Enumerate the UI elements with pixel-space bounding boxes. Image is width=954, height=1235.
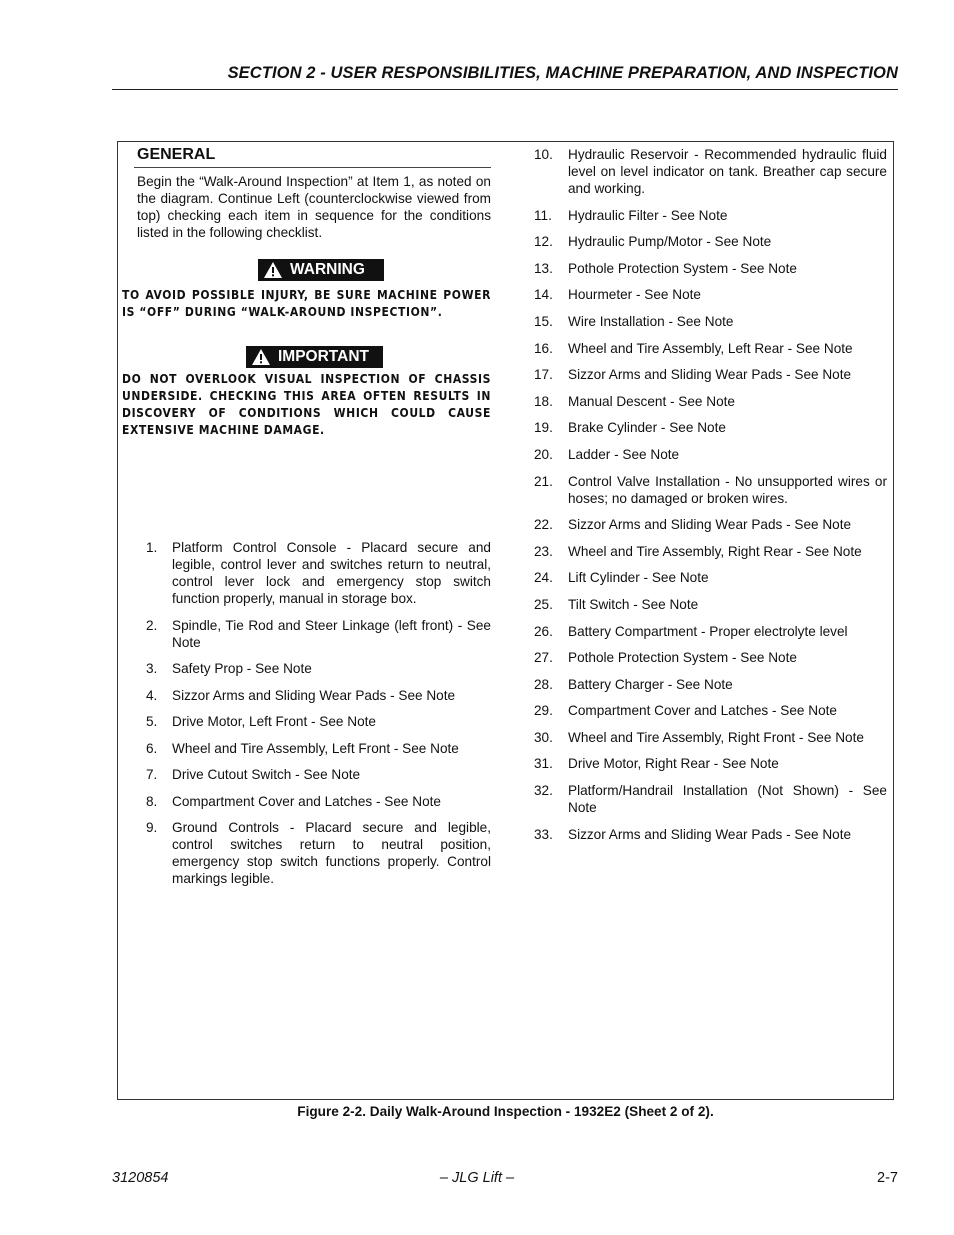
checklist-item bbox=[534, 473, 887, 507]
checklist-item bbox=[534, 676, 887, 693]
checklist-item-text: Safety Prop - See Note bbox=[172, 661, 312, 676]
checklist-item bbox=[534, 446, 887, 463]
checklist-item bbox=[146, 713, 491, 730]
checklist-item bbox=[534, 393, 887, 410]
important-badge bbox=[246, 346, 383, 368]
checklist-item-text: Sizzor Arms and Sliding Wear Pads - See Note bbox=[568, 826, 852, 842]
checklist-item-number: 4. bbox=[146, 687, 158, 703]
checklist-item bbox=[534, 516, 887, 533]
checklist-item-number: 7. bbox=[146, 767, 158, 782]
warning-label: WARNING bbox=[290, 261, 365, 278]
checklist-item bbox=[146, 740, 491, 757]
checklist-item bbox=[534, 207, 887, 224]
checklist-item-number: 21. bbox=[534, 473, 553, 489]
checklist-item-text: Sizzor Arms and Sliding Wear Pads - See Note bbox=[568, 517, 852, 533]
checklist-item bbox=[146, 793, 491, 810]
footer-doc-number: 3120854 bbox=[112, 1170, 169, 1186]
checklist-item bbox=[146, 766, 491, 783]
warning-text: TO AVOID POSSIBLE INJURY, BE SURE MACHINE POWER IS “OFF” DURING “WALK-AROUND INSPECTION”. bbox=[122, 288, 491, 319]
checklist-item bbox=[146, 819, 491, 887]
warning-badge bbox=[258, 259, 384, 281]
checklist-item-text: Wheel and Tire Assembly, Right Rear - See Note bbox=[568, 543, 862, 559]
footer-publisher: – JLG Lift – bbox=[439, 1170, 515, 1186]
checklist-item bbox=[534, 729, 887, 746]
checklist-item-number: 22. bbox=[534, 517, 553, 533]
important-text: DO NOT OVERLOOK VISUAL INSPECTION OF CHASSIS UNDERSIDE. CHECKING THIS AREA OFTEN RESULTS IN DISCOVERY OF CONDITIONS WHICH COULD CAUSE EXTENSIVE MACHINE DAMAGE. bbox=[122, 372, 491, 437]
checklist-item bbox=[146, 660, 491, 677]
checklist-item-number: 33. bbox=[534, 826, 553, 842]
warning-triangle-icon bbox=[252, 349, 270, 365]
general-paragraph: Begin the “Walk-Around Inspection” at Item 1, as noted on the diagram. Continue Left (counterclockwise viewed from top) checking each item in sequence for the conditions listed in the following checklist. bbox=[137, 174, 491, 240]
checklist-item-text: Battery Charger - See Note bbox=[568, 676, 733, 692]
checklist-item bbox=[534, 623, 887, 640]
checklist-item-number: 6. bbox=[146, 740, 158, 756]
checklist-item-number: 16. bbox=[534, 340, 553, 356]
checklist-item-number: 5. bbox=[146, 714, 158, 729]
checklist-item-text: Hydraulic Filter - See Note bbox=[568, 207, 728, 223]
checklist-item-text: Tilt Switch - See Note bbox=[568, 596, 699, 612]
checklist-item bbox=[534, 596, 887, 613]
checklist-item-text: Wheel and Tire Assembly, Right Front - See Note bbox=[568, 729, 864, 745]
checklist-item-text: Battery Compartment - Proper electrolyte level bbox=[568, 623, 848, 639]
checklist-item-text: Pothole Protection System - See Note bbox=[568, 650, 797, 666]
checklist-item-text: Drive Motor, Left Front - See Note bbox=[172, 714, 376, 729]
checklist-item-number: 13. bbox=[534, 260, 553, 276]
checklist-item bbox=[534, 569, 887, 586]
checklist-item-text: Ground Controls - Placard secure and legible, control switches return to neutral position, emergency stop switch functions properly. Control markings legible. bbox=[172, 820, 491, 886]
checklist-item bbox=[534, 233, 887, 250]
checklist-item-number: 24. bbox=[534, 570, 553, 586]
checklist-item-text: Drive Motor, Right Rear - See Note bbox=[568, 756, 779, 772]
checklist-item bbox=[534, 755, 887, 772]
important-label: IMPORTANT bbox=[278, 348, 369, 365]
checklist-item-number: 27. bbox=[534, 650, 553, 666]
checklist-item bbox=[534, 702, 887, 719]
checklist-item-text: Wire Installation - See Note bbox=[568, 313, 734, 329]
checklist-item-number: 2. bbox=[146, 617, 158, 633]
checklist-item bbox=[534, 286, 887, 303]
checklist-item-number: 17. bbox=[534, 367, 553, 383]
checklist-item-number: 8. bbox=[146, 793, 158, 809]
checklist-item-text: Sizzor Arms and Sliding Wear Pads - See Note bbox=[172, 687, 456, 703]
checklist-item-text: Compartment Cover and Latches - See Note bbox=[172, 793, 441, 809]
checklist-item-text: Lift Cylinder - See Note bbox=[568, 570, 709, 586]
checklist-right bbox=[534, 146, 887, 852]
checklist-item-number: 29. bbox=[534, 703, 553, 719]
checklist-item-text: Wheel and Tire Assembly, Left Rear - See Note bbox=[568, 340, 853, 356]
checklist-item-number: 31. bbox=[534, 756, 553, 772]
general-heading-rule bbox=[134, 167, 491, 168]
warning-triangle-icon bbox=[264, 262, 282, 278]
checklist-item-number: 32. bbox=[534, 783, 553, 799]
checklist-item-number: 18. bbox=[534, 393, 553, 409]
checklist-item bbox=[534, 782, 887, 816]
checklist-item bbox=[534, 649, 887, 666]
header-rule bbox=[112, 89, 898, 90]
figure-caption: Figure 2-2. Daily Walk-Around Inspection - 1932E2 (Sheet 2 of 2). bbox=[297, 1104, 714, 1119]
checklist-item-number: 30. bbox=[534, 729, 553, 745]
checklist-item-text: Wheel and Tire Assembly, Left Front - See Note bbox=[172, 740, 459, 756]
section-header: SECTION 2 - USER RESPONSIBILITIES, MACHINE PREPARATION, AND INSPECTION bbox=[227, 64, 898, 82]
footer-page-number: 2-7 bbox=[877, 1170, 898, 1186]
checklist-item bbox=[534, 826, 887, 843]
checklist-item-number: 28. bbox=[534, 676, 553, 692]
checklist-item-text: Control Valve Installation - No unsupported wires or hoses; no damaged or broken wires. bbox=[568, 473, 887, 506]
checklist-item-number: 11. bbox=[534, 207, 552, 223]
checklist-item bbox=[534, 313, 887, 330]
checklist-item-text: Manual Descent - See Note bbox=[568, 393, 735, 409]
checklist-left bbox=[146, 539, 491, 897]
checklist-item bbox=[146, 687, 491, 704]
checklist-item-number: 1. bbox=[146, 540, 158, 555]
checklist-item-text: Hourmeter - See Note bbox=[568, 287, 701, 303]
checklist-item-number: 23. bbox=[534, 543, 553, 559]
checklist-item-text: Ladder - See Note bbox=[568, 446, 680, 462]
checklist-item-text: Sizzor Arms and Sliding Wear Pads - See Note bbox=[568, 367, 852, 383]
checklist-item bbox=[534, 260, 887, 277]
checklist-item-text: Hydraulic Pump/Motor - See Note bbox=[568, 234, 772, 250]
checklist-item-number: 14. bbox=[534, 287, 553, 303]
checklist-item-number: 10. bbox=[534, 147, 553, 162]
checklist-item-number: 19. bbox=[534, 420, 553, 436]
checklist-item-number: 15. bbox=[534, 313, 553, 329]
checklist-item-text: Compartment Cover and Latches - See Note bbox=[568, 703, 837, 719]
checklist-item bbox=[534, 366, 887, 383]
checklist-item bbox=[146, 617, 491, 651]
checklist-item bbox=[534, 543, 887, 560]
checklist-item-text: Platform/Handrail Installation (Not Shown) - See Note bbox=[568, 783, 887, 816]
general-heading: GENERAL bbox=[137, 146, 216, 163]
checklist-item-number: 12. bbox=[534, 234, 553, 250]
checklist-item bbox=[146, 539, 491, 607]
checklist-item-text: Drive Cutout Switch - See Note bbox=[172, 767, 361, 782]
checklist-item-text: Hydraulic Reservoir - Recommended hydraulic fluid level on level indicator on tank. Breather cap secure and working. bbox=[568, 147, 887, 196]
checklist-item-text: Spindle, Tie Rod and Steer Linkage (left front) - See Note bbox=[172, 617, 491, 650]
checklist-item-text: Brake Cylinder - See Note bbox=[568, 420, 726, 436]
checklist-item-number: 3. bbox=[146, 661, 158, 676]
checklist-item-number: 9. bbox=[146, 820, 158, 835]
checklist-item-number: 26. bbox=[534, 623, 553, 639]
checklist-item-text: Pothole Protection System - See Note bbox=[568, 260, 797, 276]
checklist-item bbox=[534, 340, 887, 357]
checklist-item bbox=[534, 146, 887, 197]
checklist-item-text: Platform Control Console - Placard secure and legible, control lever and switches return to neutral, control lever lock and emergency stop switch function properly, manual in storage box. bbox=[172, 540, 491, 606]
checklist-item-number: 20. bbox=[534, 446, 553, 462]
checklist-item-number: 25. bbox=[534, 596, 553, 612]
checklist-item bbox=[534, 419, 887, 436]
